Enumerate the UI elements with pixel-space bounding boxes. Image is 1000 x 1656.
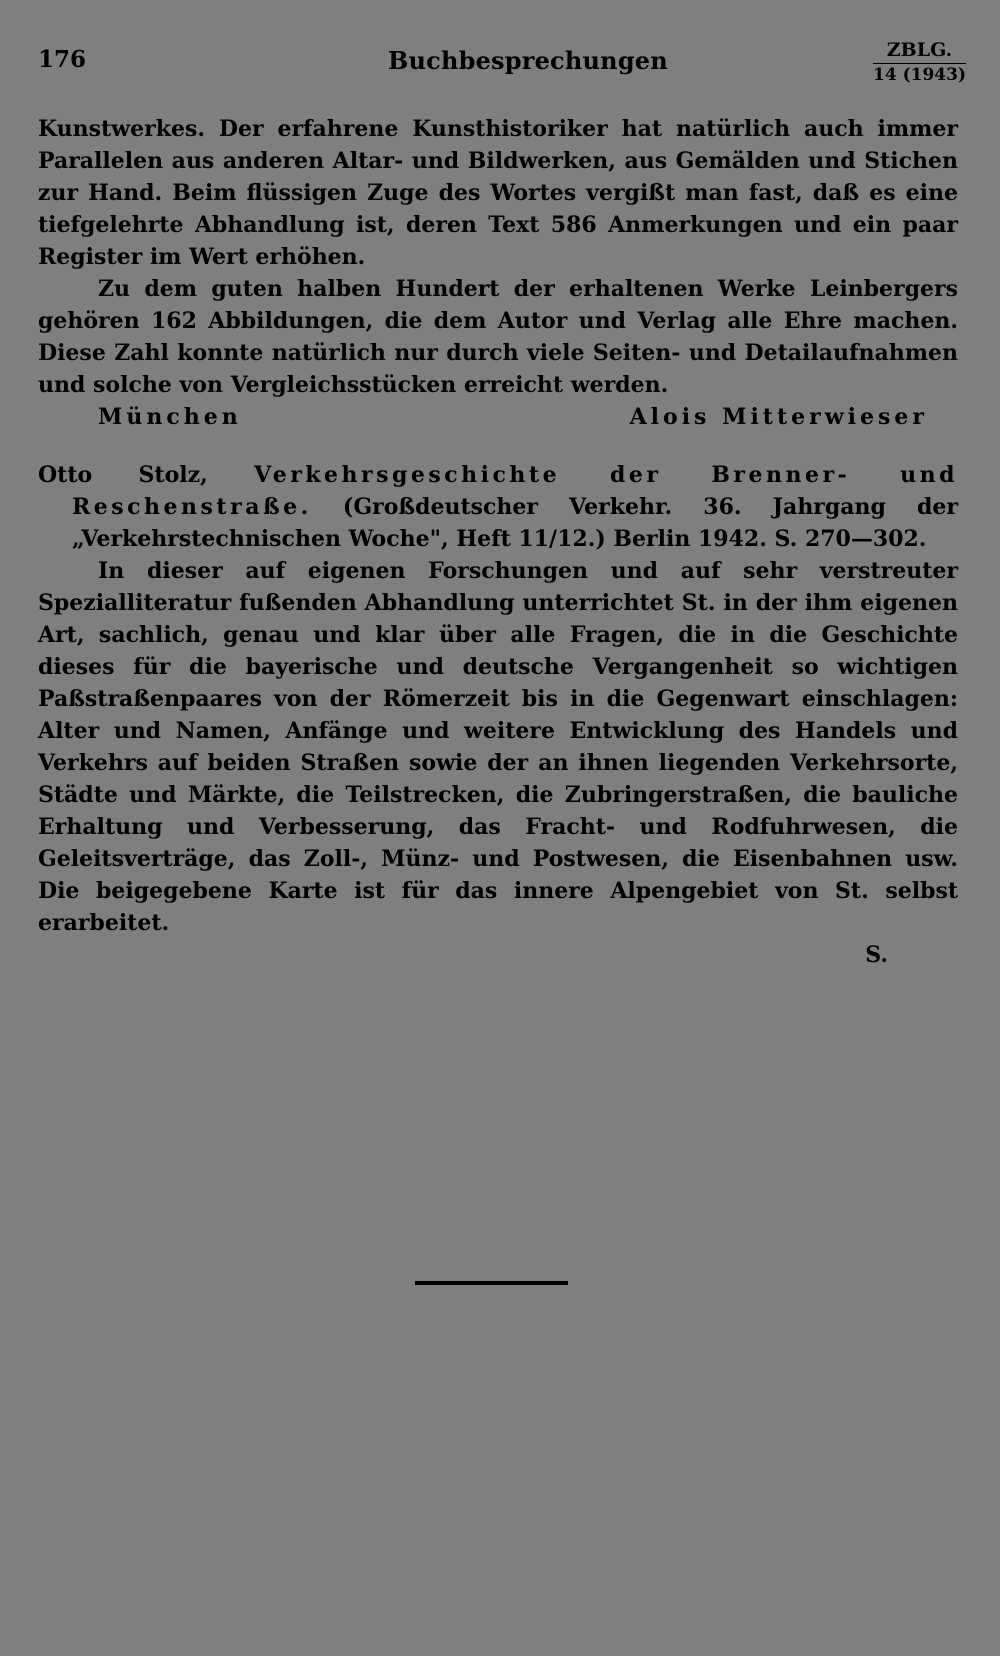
journal-reference bbox=[873, 40, 966, 85]
journal-abbreviation: ZBLG. bbox=[873, 40, 966, 64]
end-rule bbox=[415, 1281, 568, 1285]
review-paragraph: Zu dem guten halben Hundert der erhaltenen Werke Leinbergers gehören 162 Abbildungen, die dem Autor und Verlag alle Ehre machen. Diese Zahl konnte natürlich nur durch viele Seiten- und Detailaufnahmen und solche von Vergleichsstücken erreicht werden. bbox=[38, 276, 958, 398]
review-continuation-paragraph: Kunstwerkes. Der erfahrene Kunsthistoriker hat natürlich auch immer Parallelen aus anderen Altar- und Bildwerken, aus Gemälden und Stichen zur Hand. Beim flüssigen Zuge des Wortes vergißt man fast, daß es eine tiefgelehrte Abhandlung ist, deren Text 586 Anmerkungen und ein paar Register im Wert erhöhen. bbox=[38, 116, 958, 270]
reviewed-title: Verkehrsgeschichte der Brenner- und Reschenstraße. bbox=[72, 462, 958, 520]
page-header bbox=[38, 40, 966, 92]
reviewer-initial: S. bbox=[865, 942, 888, 968]
page-number: 176 bbox=[38, 46, 87, 73]
review-heading bbox=[38, 459, 958, 555]
signature-place: München bbox=[98, 404, 242, 430]
journal-volume: 14 (1943) bbox=[873, 64, 966, 85]
bibliographic-details: (Großdeutscher Verkehr. 36. Jahrgang der „Verkehrstechnischen Woche", Heft 11/12.) Berlin 1942. S. 270—302. bbox=[72, 494, 958, 552]
body-text bbox=[38, 113, 958, 971]
reviewed-author: Otto Stolz, bbox=[38, 462, 208, 488]
review-signature bbox=[38, 401, 958, 433]
review-body: In dieser auf eigenen Forschungen und auf sehr verstreuter Spezialliteratur fußenden Abhandlung unterrichtet St. in der ihm eigenen Art, sachlich, genau und klar über alle Fragen, die in die Geschichte dieses für die bayerische und deutsche Vergangenheit so wichtigen Paßstraßenpaares von der Römerzeit bis in die Gegenwart einschlagen: Alter und Namen, Anfänge und weitere Entwicklung des Handels und Verkehrs auf beiden Straßen sowie der an ihnen liegenden Verkehrsorte, Städte und Märkte, die Teilstrecken, die Zubringerstraßen, die bauliche Erhaltung und Verbesserung, das Fracht- und Rodfuhrwesen, die Geleitsverträge, das Zoll-, Münz- und Postwesen, die Eisenbahnen usw. Die beigegebene Karte ist für das innere Alpengebiet von St. selbst erarbeitet. bbox=[38, 558, 958, 936]
running-head: Buchbesprechungen bbox=[388, 46, 668, 75]
signature-reviewer: Alois Mitterwieser bbox=[629, 404, 928, 430]
